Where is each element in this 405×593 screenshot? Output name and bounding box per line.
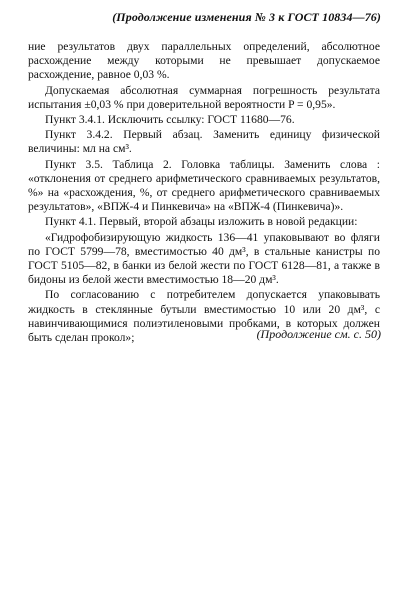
document-body [28, 40, 380, 346]
paragraph-8: По согласованию с потребителем допускается упаковывать жидкость в стеклянные бутыли вместимостью 10 или 20 дм³, с навинчивающимися полиэтиленовыми пробками, в которых должен быть сделан прокол»; [28, 288, 380, 345]
continued-note: (Продолжение см. с. 50) [256, 327, 381, 341]
continuation-header: (Продолжение изменения № 3 к ГОСТ 10834—76) [112, 10, 381, 24]
paragraph-7: «Гидрофобизирующую жидкость 136—41 упаковывают во фляги по ГОСТ 5799—78, вместимостью 40 дм³, в стальные канистры по ГОСТ 5105—82, в банки из белой жести по ГОСТ 6128—81, а также в бидоны из белой жести вместимостью 18—20 дм³. [28, 230, 380, 287]
paragraph-3: Пункт 3.4.1. Исключить ссылку: ГОСТ 11680—76. [45, 113, 295, 127]
paragraph-4: Пункт 3.4.2. Первый абзац. Заменить единицу физической величины: мл на см³. [28, 128, 380, 156]
paragraph-6: Пункт 4.1. Первый, второй абзацы изложить в новой редакции: [45, 215, 358, 229]
paragraph-2: Допускаемая абсолютная суммарная погрешность результата испытания ±0,03 % при доверительной вероятности P = 0,95». [28, 83, 380, 111]
paragraph-5: Пункт 3.5. Таблица 2. Головка таблицы. Заменить слова : «отклонения от среднего арифметического сравниваемых результатов, %» на «расхождения, %, от среднего арифметического сравниваемых результатов», «ВПЖ-4 и Пинкевича» на «ВПЖ-4 (Пинкевича)». [28, 157, 380, 214]
paragraph-1: ние результатов двух параллельных определений, абсолютное расхождение между которыми не превышает допускаемое расхождение, равное 0,03 %. [28, 40, 380, 82]
